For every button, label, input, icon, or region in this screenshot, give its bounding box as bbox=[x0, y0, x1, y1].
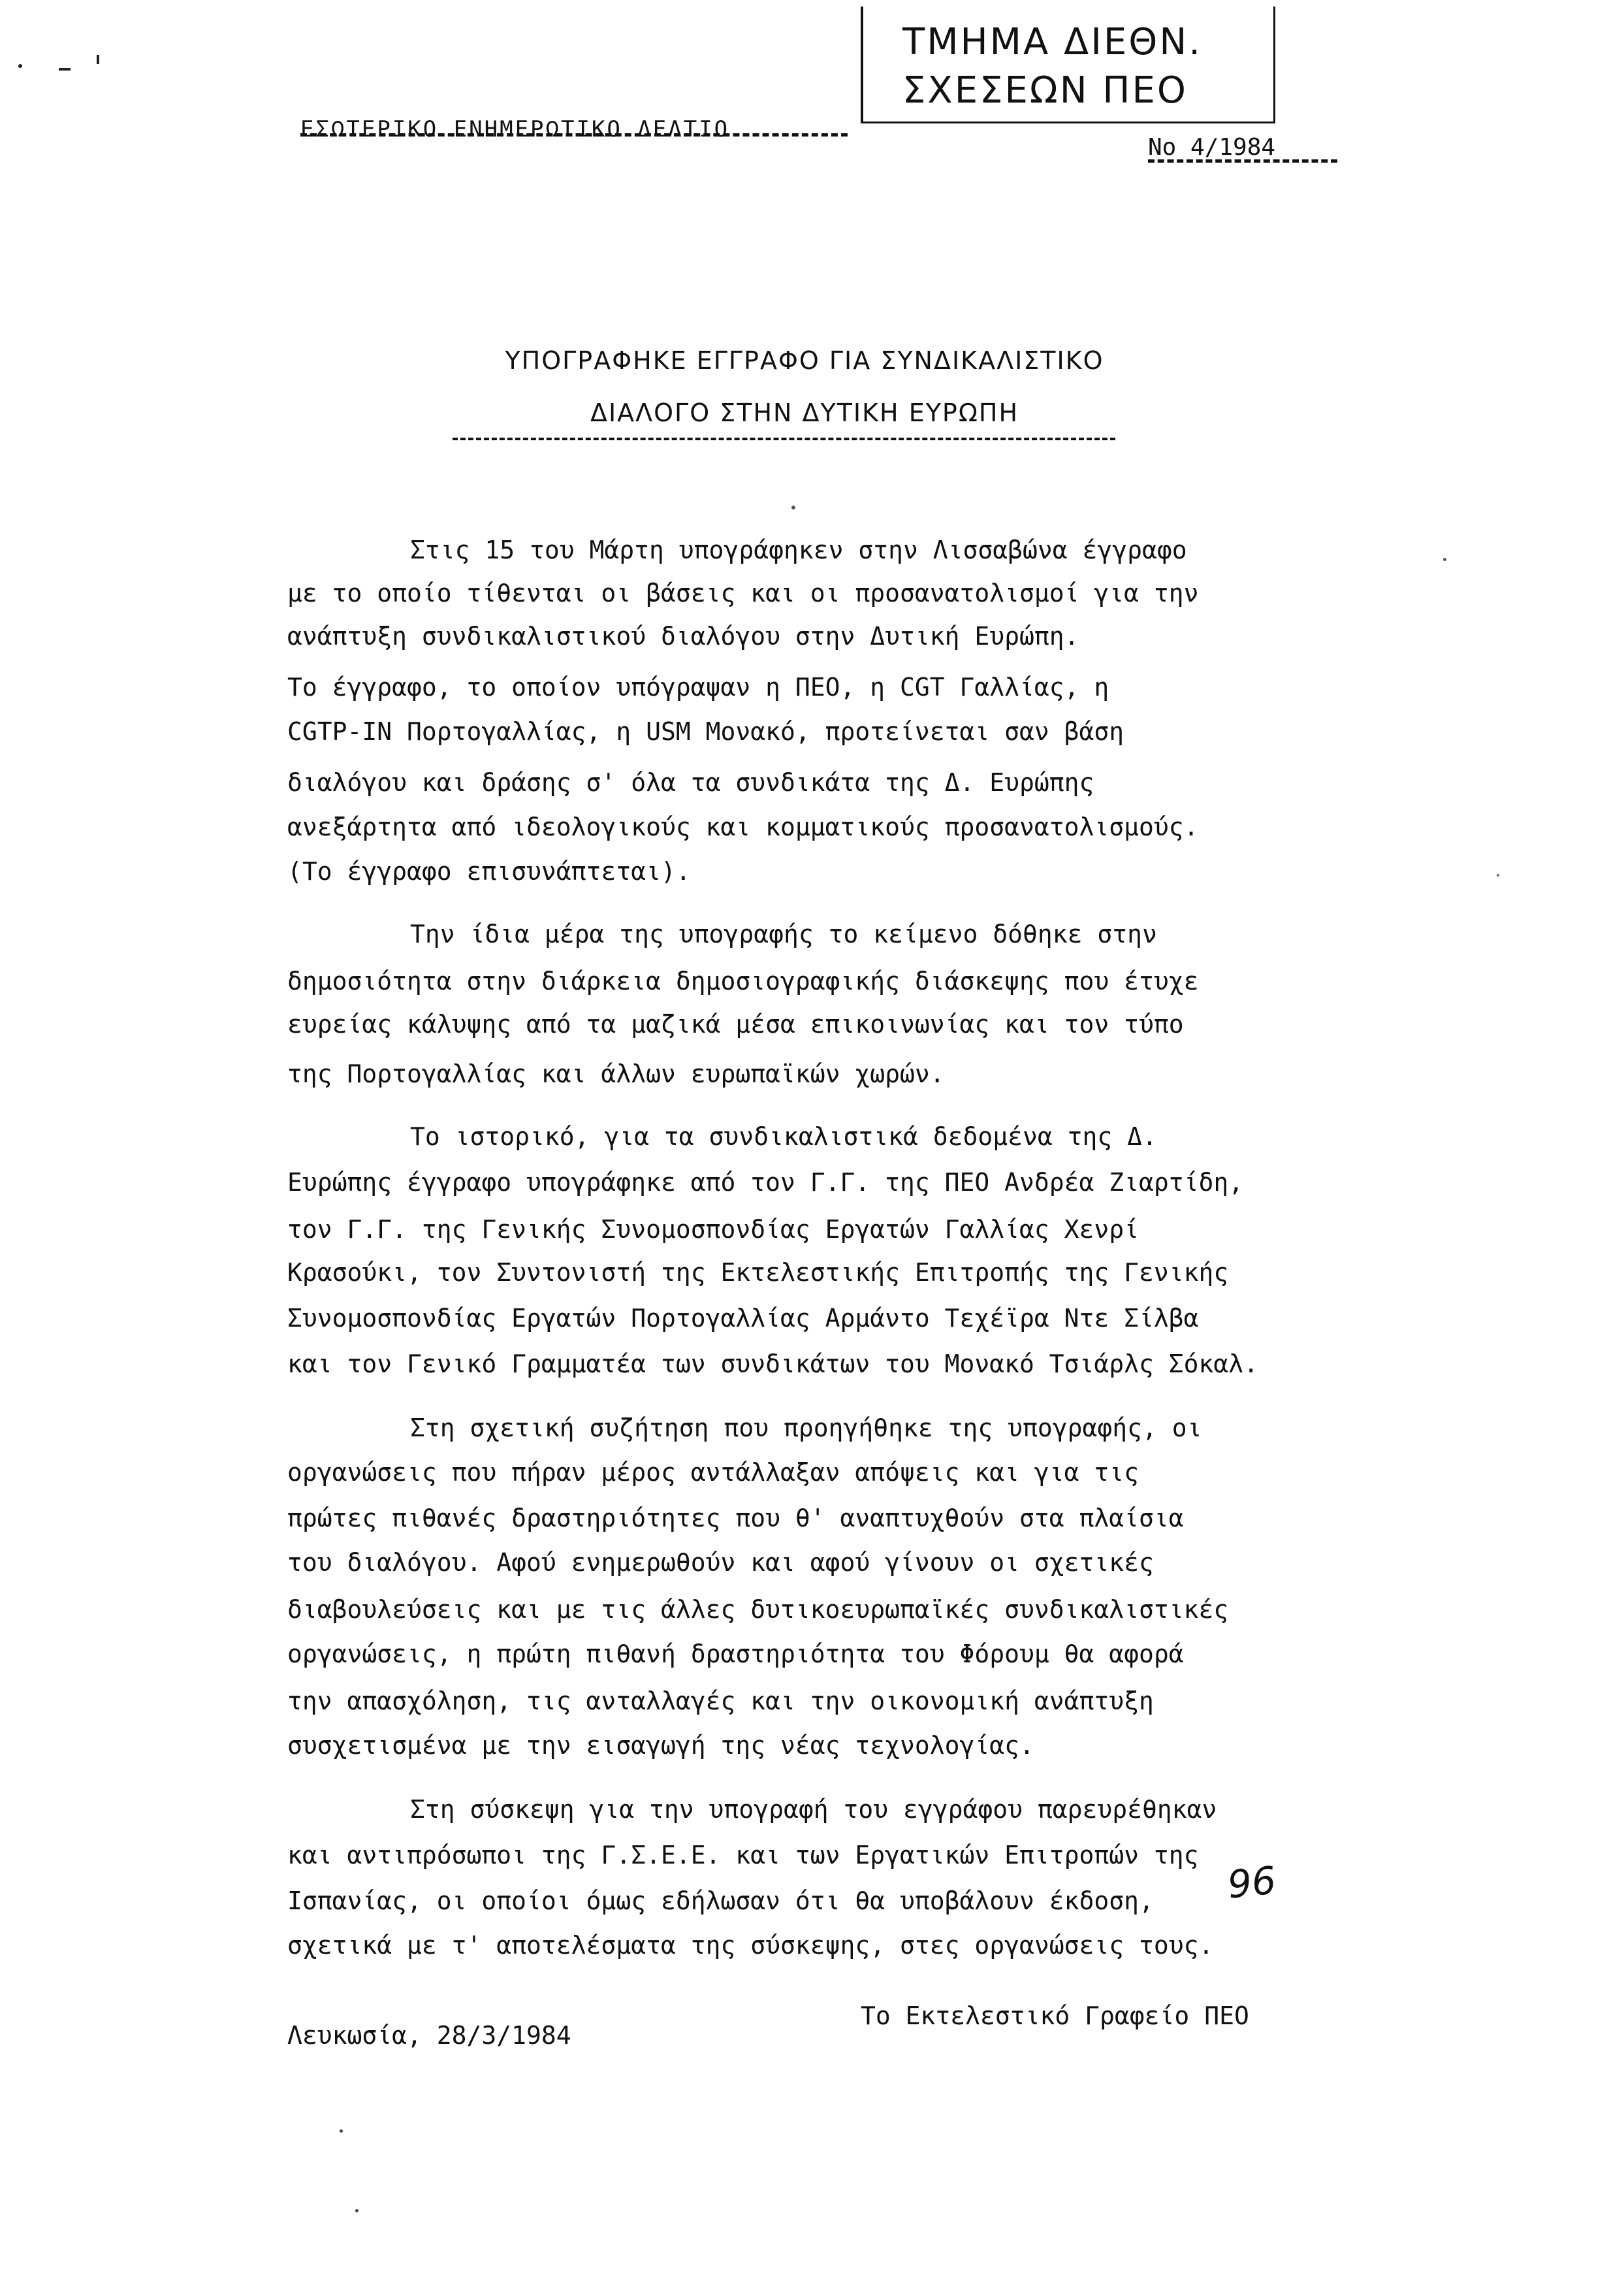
body-line: ανεξάρτητα από ιδεολογικούς και κομματικούς προσανατολισμούς. bbox=[287, 813, 1199, 841]
body-line: και τον Γενικό Γραμματέα των συνδικάτων του Μονακό Τσιάρλς Σόκαλ. bbox=[287, 1350, 1259, 1378]
scan-speck bbox=[1497, 874, 1499, 877]
body-line: ευρείας κάλυψης από τα μαζικά μέσα επικοινωνίας και τον τύπο bbox=[287, 1010, 1184, 1039]
scan-speck bbox=[59, 68, 71, 71]
stamp-line-1: ΤΜΗΜΑ ΔΙΕΘΝ. bbox=[902, 21, 1203, 63]
body-line: και αντιπρόσωποι της Γ.Σ.Ε.Ε. και των Εργατικών Επιτροπών της bbox=[287, 1841, 1199, 1869]
body-line: Κρασούκι, τον Συντονιστή της Εκτελεστικής Επιτροπής της Γενικής bbox=[287, 1258, 1229, 1287]
body-line: Ισπανίας, οι οποίοι όμως εδήλωσαν ότι θα υποβάλουν έκδοση, bbox=[287, 1886, 1154, 1915]
body-line: οργανώσεις, η πρώτη πιθανή δραστηριότητα του Φόρουμ θα αφορά bbox=[287, 1640, 1184, 1668]
handwritten-page-mark: 96 bbox=[1225, 1858, 1279, 1907]
body-line: διαλόγου και δράσης σ' όλα τα συνδικάτα της Δ. Ευρώπης bbox=[287, 768, 1094, 797]
body-line: Ευρώπης έγγραφο υπογράφηκε από τον Γ.Γ. της ΠΕΟ Ανδρέα Ζιαρτίδη, bbox=[287, 1168, 1244, 1197]
body-line: του διαλόγου. Αφού ενημερωθούν και αφού γίνουν οι σχετικές bbox=[287, 1548, 1154, 1577]
scan-speck bbox=[97, 55, 99, 64]
body-line: Στις 15 του Μάρτη υπογράφηκεν στην Λισσαβώνα έγγραφο bbox=[410, 536, 1187, 564]
body-line: Το έγγραφο, το οποίον υπόγραψαν η ΠΕΟ, η CGT Γαλλίας, η bbox=[287, 673, 1109, 702]
bulletin-title-underline bbox=[300, 133, 848, 137]
body-line: (Το έγγραφο επισυνάπτεται). bbox=[287, 857, 691, 886]
stamp-line-2: ΣΧΕΣΕΩΝ ΠΕΟ bbox=[902, 69, 1188, 112]
scan-speck bbox=[355, 2209, 358, 2212]
body-line: Στη σχετική συζήτηση που προηγήθηκε της υπογραφής, οι bbox=[410, 1414, 1202, 1442]
body-line: διαβουλεύσεις και με τις άλλες δυτικοευρωπαϊκές συνδικαλιστικές bbox=[287, 1595, 1229, 1624]
document-number: No 4/1984 bbox=[1148, 134, 1276, 161]
scan-speck bbox=[1443, 558, 1446, 561]
body-line: πρώτες πιθανές δραστηριότητες που θ' αναπτυχθούν στα πλαίσια bbox=[287, 1504, 1184, 1532]
body-line: την απασχόληση, τις ανταλλαγές και την οικονομική ανάπτυξη bbox=[287, 1687, 1154, 1715]
scan-speck bbox=[791, 506, 795, 509]
body-line: Το ιστορικό, για τα συνδικαλιστικά δεδομένα της Δ. bbox=[410, 1122, 1157, 1151]
bulletin-title: ΕΣΩΤΕΡΙΚΟ ΕΝΗΜΕΡΩΤΙΚΟ ΔΕΛΤΙΟ bbox=[300, 116, 730, 142]
body-line: Την ίδια μέρα της υπογραφής το κείμενο δόθηκε στην bbox=[410, 920, 1157, 948]
heading-underline bbox=[453, 438, 1115, 440]
document-number-underline bbox=[1148, 159, 1337, 163]
body-line: της Πορτογαλλίας και άλλων ευρωπαϊκών χωρών. bbox=[287, 1059, 945, 1088]
body-line: με το οποίο τίθενται οι βάσεις και οι προσανατολισμοί για την bbox=[287, 579, 1199, 607]
body-line: ανάπτυξη συνδικαλιστικού διαλόγου στην Δυτική Ευρώπη. bbox=[287, 622, 1079, 651]
body-line: Στη σύσκεψη για την υπογραφή του εγγράφου παρευρέθηκαν bbox=[410, 1795, 1217, 1824]
body-line: τον Γ.Γ. της Γενικής Συνομοσπονδίας Εργατών Γαλλίας Χενρί bbox=[287, 1215, 1139, 1244]
body-line: Συνομοσπονδίας Εργατών Πορτογαλλίας Αρμάντο Τεχέϊρα Ντε Σίλβα bbox=[287, 1304, 1199, 1333]
body-line: CGTP-IN Πορτογαλλίας, η USM Μονακό, προτείνεται σαν βάση bbox=[287, 717, 1124, 746]
body-line: σχετικά με τ' αποτελέσματα της σύσκεψης, στες οργανώσεις τους. bbox=[287, 1931, 1214, 1960]
body-line: συσχετισμένα με την εισαγωγή της νέας τεχνολογίας. bbox=[287, 1731, 1034, 1760]
department-stamp bbox=[861, 7, 1275, 123]
body-line: δημοσιότητα στην διάρκεια δημοσιογραφικής διάσκεψης που έτυχε bbox=[287, 967, 1199, 995]
scan-speck bbox=[18, 64, 22, 68]
place-and-date: Λευκωσία, 28/3/1984 bbox=[287, 2021, 571, 2050]
heading-line-2: ΔΙΑΛΟΓΟ ΣΤΗΝ ΔΥΤΙΚΗ ΕΥΡΩΠΗ bbox=[590, 398, 1019, 427]
heading-line-1: ΥΠΟΓΡΑΦΗΚΕ ΕΓΓΡΑΦΟ ΓΙΑ ΣΥΝΔΙΚΑΛΙΣΤΙΚΟ bbox=[505, 346, 1104, 375]
scan-speck bbox=[340, 2129, 343, 2133]
signature-line: Το Εκτελεστικό Γραφείο ΠΕΟ bbox=[861, 2001, 1249, 2030]
body-line: οργανώσεις που πήραν μέρος αντάλλαξαν απόψεις και για τις bbox=[287, 1458, 1139, 1487]
